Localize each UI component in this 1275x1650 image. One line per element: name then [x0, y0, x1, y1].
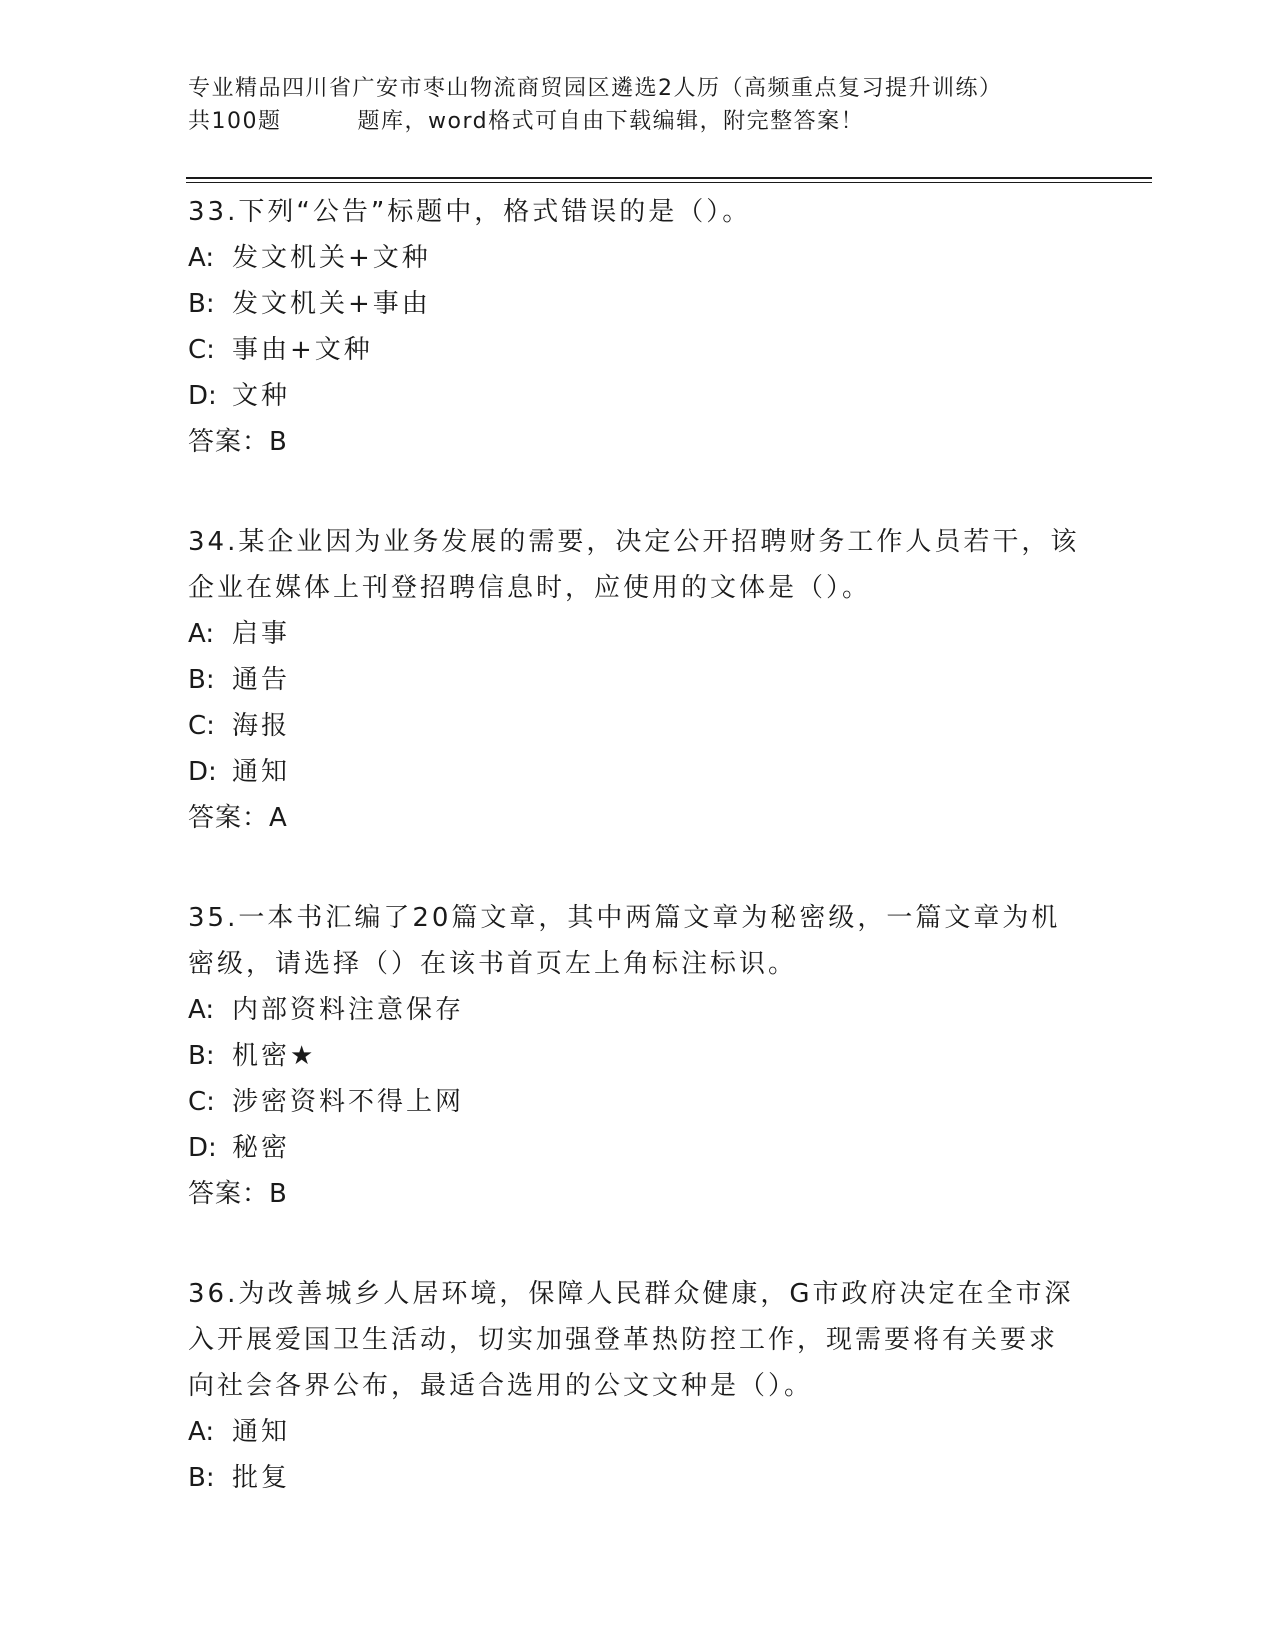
option-text: 发文机关+事由	[232, 289, 431, 319]
option-text: 涉密资料不得上网	[232, 1087, 465, 1117]
option-d	[188, 1125, 1088, 1171]
option-key: D:	[188, 381, 217, 411]
option-a	[188, 987, 1088, 1033]
question-stem-line: 密级，请选择（）在该书首页左上角标注标识。	[188, 949, 798, 979]
option-key: C:	[188, 335, 215, 365]
option-a	[188, 611, 1088, 657]
header-subtitle-line	[188, 105, 1088, 138]
question-stem-line: 入开展爱国卫生活动，切实加强登革热防控工作，现需要将有关要求	[188, 1325, 1059, 1355]
answer-line: 答案：B	[188, 1179, 288, 1209]
header-question-count: 共100题	[188, 109, 282, 134]
option-key: C:	[188, 711, 215, 741]
document-header	[188, 72, 1088, 138]
option-key: A:	[188, 619, 215, 649]
option-key: B:	[188, 1463, 215, 1493]
option-c	[188, 1079, 1088, 1125]
option-key: A:	[188, 1417, 215, 1447]
option-key: C:	[188, 1087, 215, 1117]
option-c	[188, 703, 1088, 749]
option-c	[188, 327, 1088, 373]
option-a	[188, 235, 1088, 281]
option-b	[188, 1455, 1088, 1501]
header-divider-thick	[186, 177, 1152, 179]
question-stem-line: 企业在媒体上刊登招聘信息时，应使用的文体是（）。	[188, 573, 872, 603]
option-text: 通知	[232, 1417, 291, 1447]
question-stem-line: 向社会各界公布，最适合选用的公文文种是（）。	[188, 1371, 814, 1401]
header-divider-thin	[186, 182, 1152, 183]
option-text: 秘密	[232, 1133, 291, 1163]
option-text: 海报	[232, 711, 291, 741]
option-key: D:	[188, 1133, 217, 1163]
option-text: 通知	[232, 757, 291, 787]
option-d	[188, 373, 1088, 419]
question-stem-line: 36.为改善城乡人居环境，保障人民群众健康，G市政府决定在全市深	[188, 1279, 1074, 1309]
option-text: 文种	[232, 381, 291, 411]
option-key: A:	[188, 243, 215, 273]
question-list	[188, 189, 1088, 1501]
option-text: 通告	[232, 665, 291, 695]
answer-line: 答案：B	[188, 427, 288, 457]
option-key: B:	[188, 1041, 215, 1071]
question-item	[188, 519, 1088, 841]
option-a	[188, 1409, 1088, 1455]
option-key: B:	[188, 665, 215, 695]
option-text: 批复	[232, 1463, 291, 1493]
option-key: D:	[188, 757, 217, 787]
option-text: 发文机关+文种	[232, 243, 431, 273]
question-item	[188, 1271, 1088, 1501]
option-d	[188, 749, 1088, 795]
option-b	[188, 1033, 1088, 1079]
question-stem-line: 34.某企业因为业务发展的需要，决定公开招聘财务工作人员若干，该	[188, 527, 1080, 557]
header-description: 题库，word格式可自由下载编辑，附完整答案！	[357, 109, 865, 134]
question-stem-line: 35.一本书汇编了20篇文章，其中两篇文章为秘密级，一篇文章为机	[188, 903, 1061, 933]
option-key: A:	[188, 995, 215, 1025]
option-key: B:	[188, 289, 215, 319]
question-item	[188, 895, 1088, 1217]
header-title-line: 专业精品四川省广安市枣山物流商贸园区遴选2人历（高频重点复习提升训练）	[188, 76, 1003, 101]
answer-line: 答案：A	[188, 803, 288, 833]
option-text: 内部资料注意保存	[232, 995, 465, 1025]
option-b	[188, 281, 1088, 327]
question-stem-line: 33.下列“公告”标题中，格式错误的是（）。	[188, 197, 752, 227]
option-b	[188, 657, 1088, 703]
option-text: 启事	[232, 619, 291, 649]
option-text: 事由+文种	[232, 335, 373, 365]
question-item	[188, 189, 1088, 465]
option-text: 机密★	[232, 1041, 317, 1071]
